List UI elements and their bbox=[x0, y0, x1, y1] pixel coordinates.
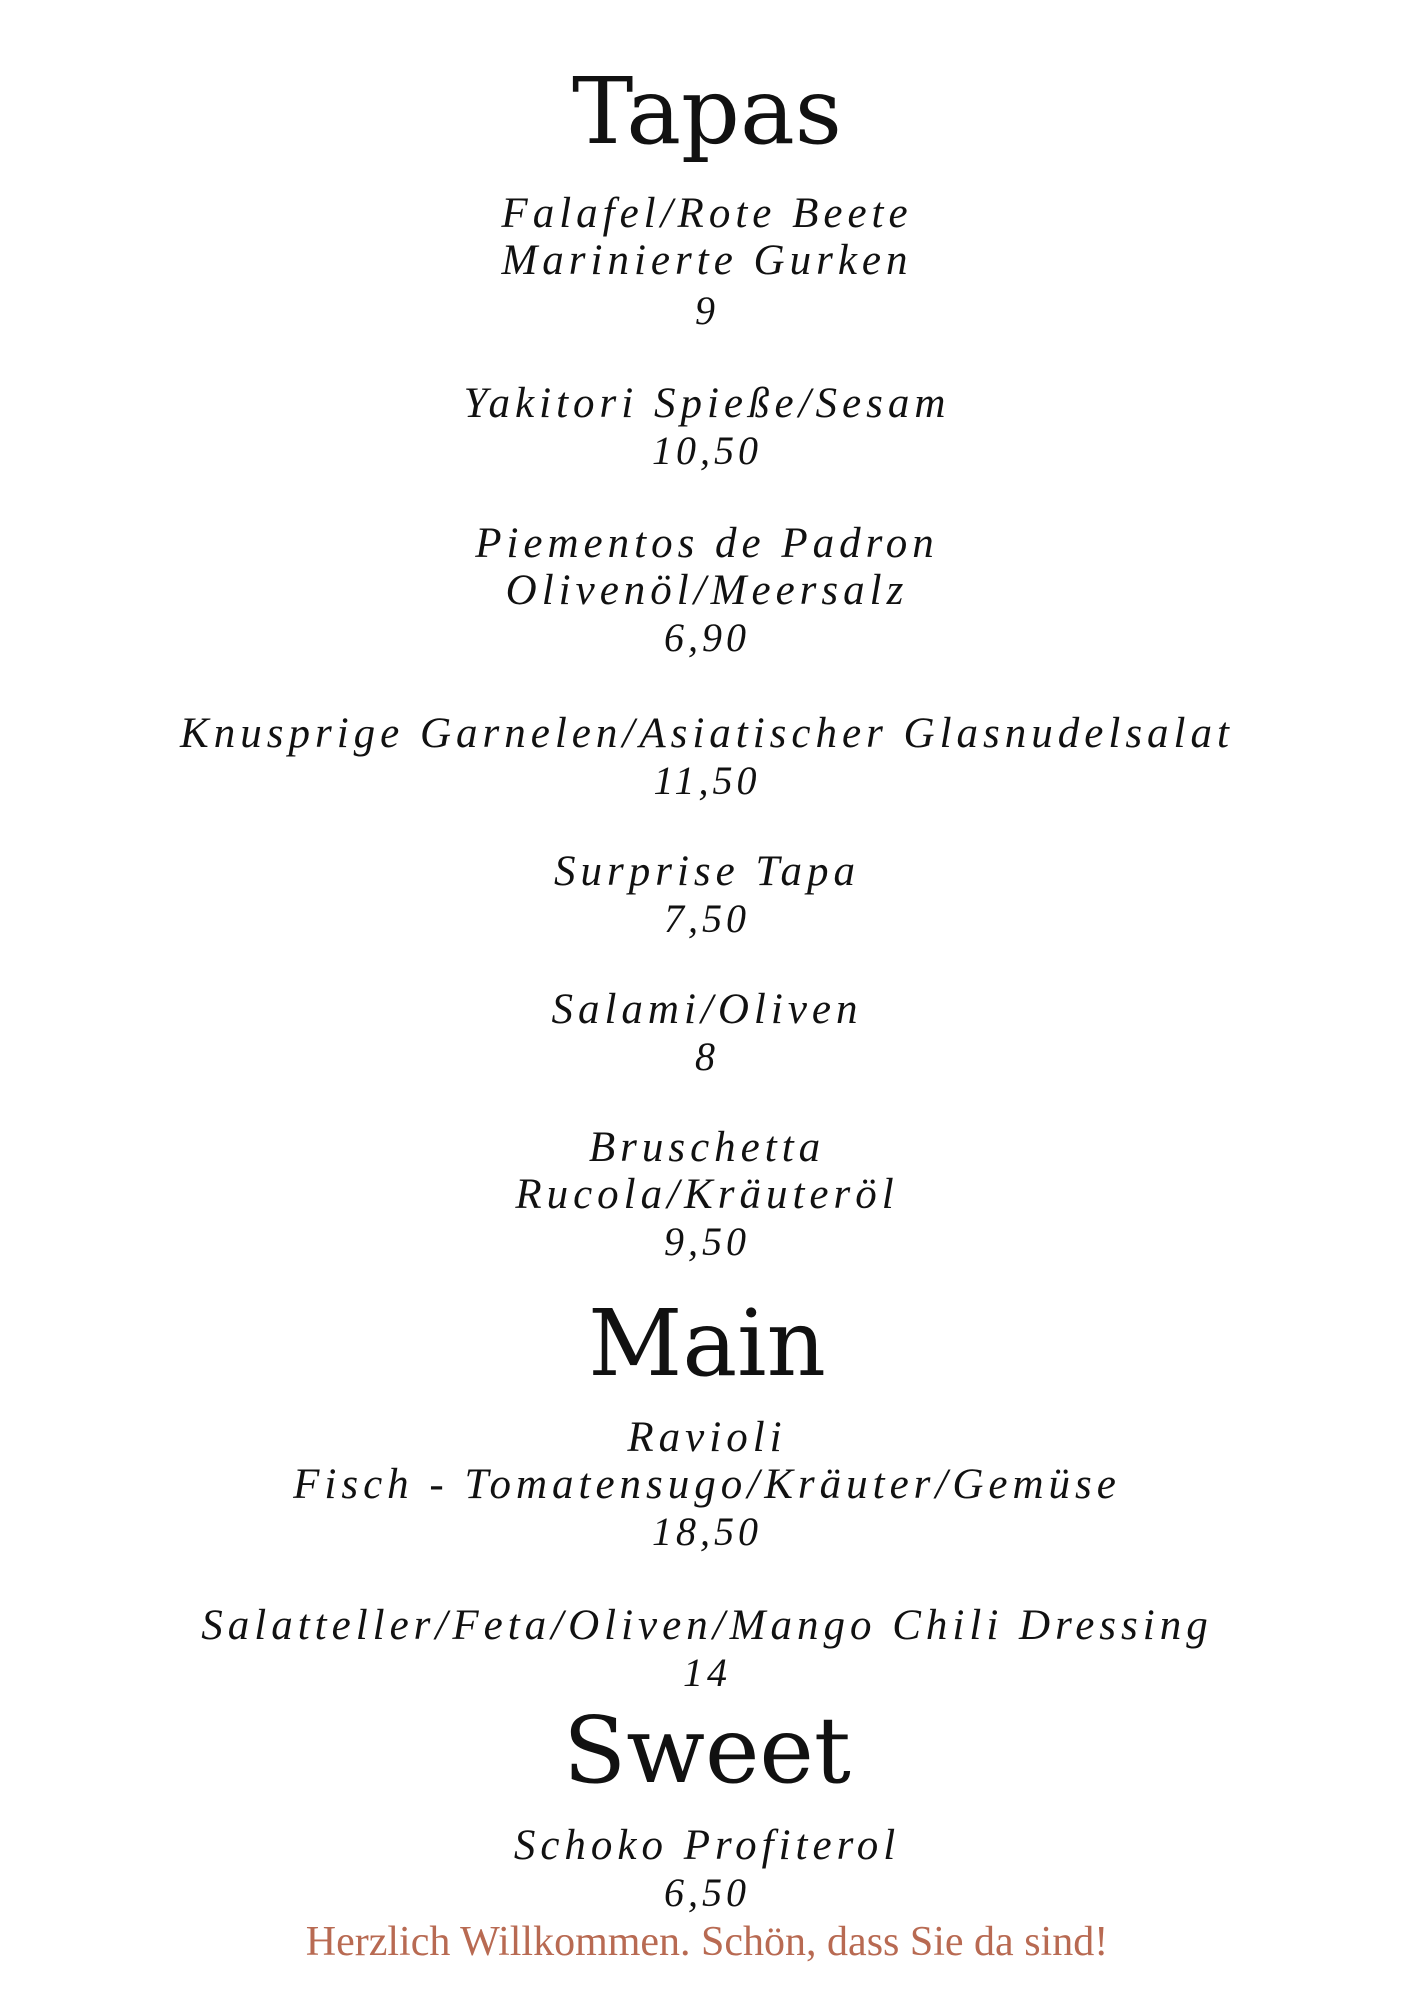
menu-item-salatteller bbox=[0, 1602, 1414, 1696]
menu-item-name: Schoko Profiterol bbox=[513, 1822, 901, 1869]
menu-item-description: Fisch - Tomatensugo/Kräuter/Gemüse bbox=[293, 1461, 1121, 1508]
menu-item-yakitori bbox=[0, 380, 1414, 474]
menu-item-price: 6,50 bbox=[664, 1870, 750, 1915]
section-title-sweet: Sweet bbox=[563, 1697, 851, 1804]
menu-item-name: Knusprige Garnelen/Asiatischer Glasnudelsalat bbox=[180, 710, 1234, 757]
menu-item-name: Yakitori Spieße/Sesam bbox=[463, 380, 951, 427]
menu-item-price: 8 bbox=[695, 1034, 719, 1079]
menu-item-price: 18,50 bbox=[652, 1509, 762, 1554]
menu-item-piementos bbox=[0, 520, 1414, 661]
menu-item-name: Salami/Oliven bbox=[551, 986, 863, 1033]
menu-item-name: Bruschetta bbox=[588, 1124, 826, 1171]
menu-item-price: 14 bbox=[683, 1650, 731, 1695]
menu-item-bruschetta bbox=[0, 1124, 1414, 1265]
section-title-tapas: Tapas bbox=[571, 58, 843, 165]
menu-item-name: Ravioli bbox=[627, 1414, 787, 1461]
menu-item-price: 11,50 bbox=[653, 758, 761, 803]
menu-item-name: Piementos de Padron bbox=[475, 520, 939, 567]
menu-item-description: Marinierte Gurken bbox=[501, 237, 913, 284]
menu-item-price: 10,50 bbox=[652, 428, 762, 473]
menu-item-description: Rucola/Kräuteröl bbox=[515, 1171, 899, 1218]
menu-item-ravioli bbox=[0, 1414, 1414, 1555]
menu-item-name: Falafel/Rote Beete bbox=[501, 190, 913, 237]
menu-item-salami bbox=[0, 986, 1414, 1080]
menu-item-profiterol bbox=[0, 1822, 1414, 1916]
section-title-main: Main bbox=[588, 1290, 826, 1397]
menu-item-price: 7,50 bbox=[664, 896, 750, 941]
menu-item-description: Olivenöl/Meersalz bbox=[505, 567, 909, 614]
menu-item-price: 6,90 bbox=[664, 615, 750, 660]
menu-item-price: 9 bbox=[695, 288, 719, 333]
menu-item-name: Surprise Tapa bbox=[554, 848, 860, 895]
menu-item-surprise-tapa bbox=[0, 848, 1414, 942]
welcome-message: Herzlich Willkommen. Schön, dass Sie da sind! bbox=[305, 1919, 1109, 1965]
menu-item-falafel bbox=[0, 190, 1414, 334]
menu-item-name: Salatteller/Feta/Oliven/Mango Chili Dressing bbox=[201, 1602, 1213, 1649]
menu-item-price: 9,50 bbox=[664, 1219, 750, 1264]
menu-item-garnelen bbox=[0, 710, 1414, 804]
